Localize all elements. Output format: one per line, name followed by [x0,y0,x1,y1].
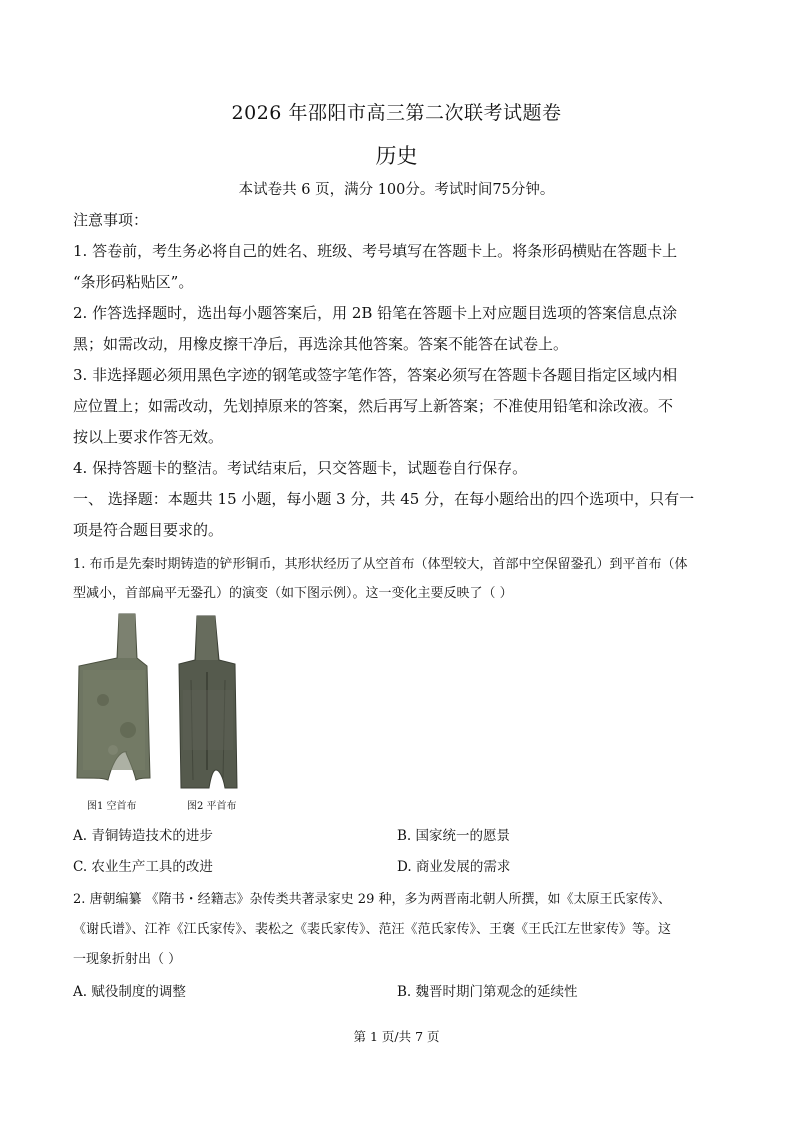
figure-2-caption: 图2 平首布 [187,801,237,812]
note-line: “条形码粘贴区”。 [73,273,194,291]
q1-option-a: A. 青铜铸造技术的进步 [73,828,213,844]
hollow-head-spade-coin-image [77,614,150,780]
question-2-stem-cont: 一现象折射出（ ） [73,952,182,967]
flat-head-spade-coin-image [179,616,237,788]
note-line: 2. 作答选择题时，选出每小题答案后，用 2B 铅笔在答题卡上对应题目选项的答案信息点涂 [73,304,678,322]
coin-figure [73,610,258,815]
note-line: 按以上要求作答无效。 [73,428,224,446]
notes-heading: 注意事项： [73,211,149,229]
section-heading: 一、 选择题：本题共 15 小题，每小题 3 分，共 45 分，在每小题给出的四个选项中，只有一 [73,490,695,508]
question-1-stem: 1. 布币是先秦时期铸造的铲形铜币，其形状经历了从空首布（体型较大，首部中空保留銎孔）到平首布（体 [73,557,688,572]
q1-option-c: C. 农业生产工具的改进 [73,859,213,875]
page-footer: 第 1 页/共 7 页 [353,1029,440,1044]
q2-option-b: B. 魏晋时期门第观念的延续性 [397,984,578,1000]
question-2-stem: 2. 唐朝编纂 《隋书・经籍志》杂传类共著录家史 29 种，多为两晋南北朝人所撰，如《太原王氏家传》、 [73,892,671,907]
exam-info: 本试卷共 6 页，满分 100分。考试时间75分钟。 [238,182,555,198]
figure-1-caption: 图1 空首布 [87,801,137,812]
note-line: 3. 非选择题必须用黑色字迹的钢笔或签字笔作答，答案必须写在答题卡各题目指定区域内相 [73,366,678,384]
note-line: 应位置上；如需改动，先划掉原来的答案，然后再写上新答案；不准使用铅笔和涂改液。不 [73,397,674,415]
exam-title: 2026 年邵阳市高三第二次联考试题卷 [231,102,562,124]
q1-option-b: B. 国家统一的愿景 [397,828,511,844]
question-1-stem-cont: 型减小，首部扁平无銎孔）的演变（如下图示例）。这一变化主要反映了（ ） [73,586,513,601]
question-2-stem-cont: 《谢氏谱》、江祚《江氏家传》、裴松之《裴氏家传》、范汪《范氏家传》、王褒《王氏江左世家传》等。这 [73,922,672,937]
q2-option-a: A. 赋役制度的调整 [73,984,186,1000]
q1-option-d: D. 商业发展的需求 [397,859,511,875]
note-line: 1. 答卷前，考生务必将自己的姓名、班级、考号填写在答题卡上。将条形码横贴在答题卡上 [73,242,678,260]
subject-title: 历史 [375,144,418,168]
note-line: 4. 保持答题卡的整洁。考试结束后，只交答题卡，试题卷自行保存。 [73,459,528,477]
section-heading-cont: 项是符合题目要求的。 [73,521,224,539]
note-line: 黑；如需改动，用橡皮擦干净后，再选涂其他答案。答案不能答在试卷上。 [73,335,569,353]
